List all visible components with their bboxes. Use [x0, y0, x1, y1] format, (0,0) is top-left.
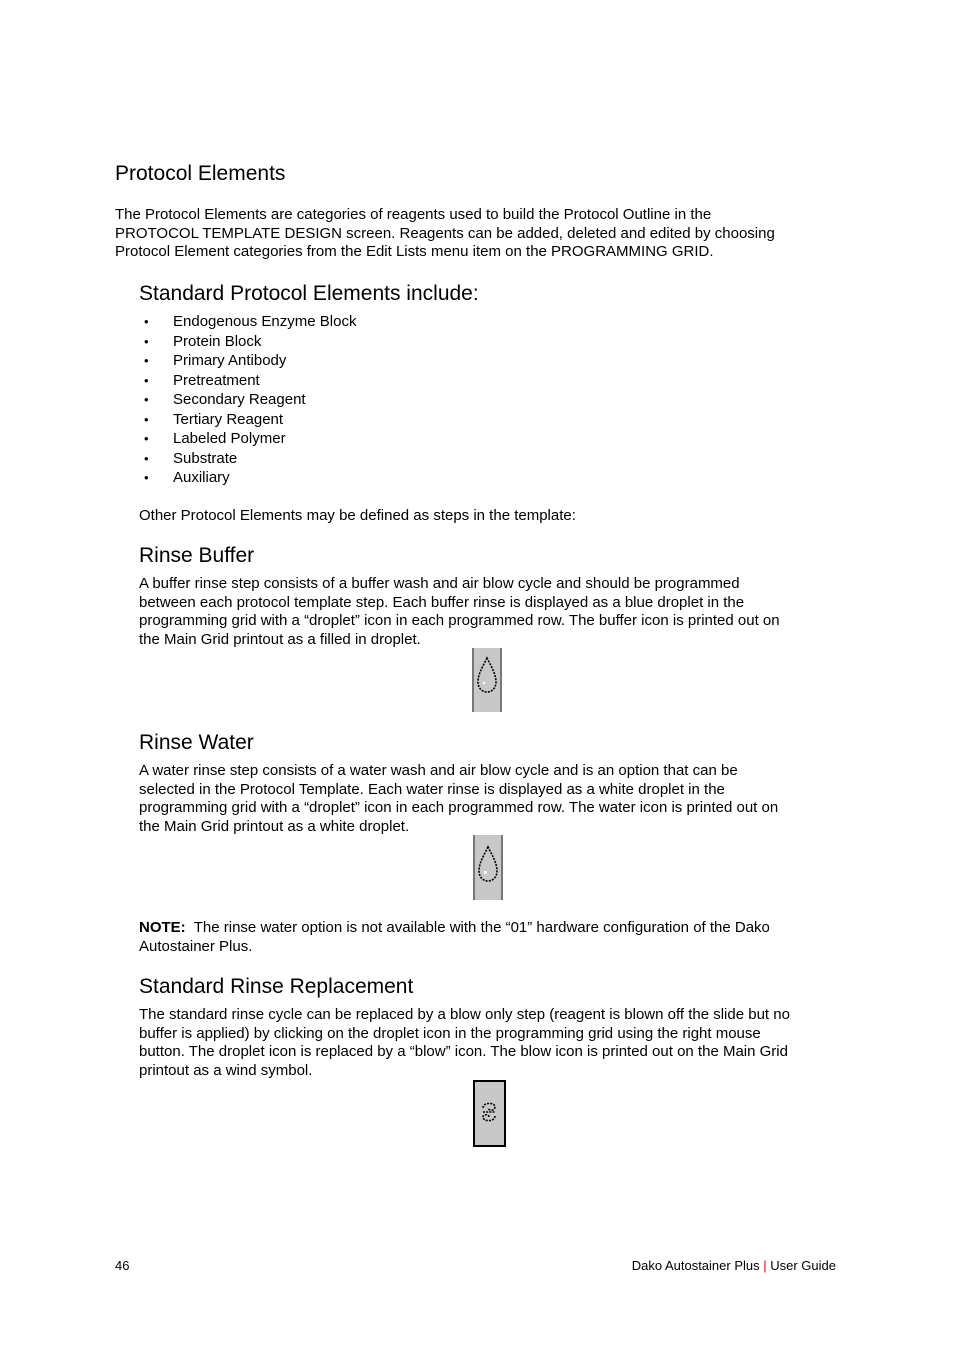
- page-title: Protocol Elements: [115, 162, 286, 185]
- footer-product: Dako Autostainer Plus: [631, 1258, 760, 1273]
- list-item: • Protein Block: [140, 332, 356, 352]
- paragraph-line: The standard rinse cycle can be replaced by a blow only step (reagent is blown off the slide but no: [139, 1006, 790, 1023]
- paragraph-line: programming grid with a “droplet” icon in each programmed row. The water icon is printed out on: [139, 799, 779, 816]
- paragraph-line: A water rinse step consists of a water wash and air blow cycle and is an option that can be: [139, 762, 738, 779]
- blow-icon-frame: [473, 1080, 506, 1147]
- rinse-water-icon-frame: [473, 835, 503, 900]
- rinse-water-paragraph: [139, 762, 778, 836]
- paragraph-line: printout as a wind symbol.: [139, 1061, 313, 1079]
- rinse-water-heading: Rinse Water: [139, 731, 254, 754]
- paragraph-line: the Main Grid printout as a white droplet.: [139, 817, 410, 835]
- list-item: • Endogenous Enzyme Block: [140, 312, 356, 332]
- wind-icon: [475, 1082, 504, 1145]
- list-item: • Tertiary Reagent: [140, 410, 356, 430]
- replacement-paragraph: [139, 1006, 790, 1080]
- paragraph-line: selected in the Protocol Template. Each water rinse is displayed as a white droplet in the: [139, 780, 725, 798]
- paragraph-line: between each protocol template step. Each buffer rinse is displayed as a blue droplet in the: [139, 593, 745, 611]
- paragraph-line: button. The droplet icon is replaced by a “blow” icon. The blow icon is printed out on the Main Grid: [139, 1043, 788, 1060]
- footer-title: [632, 1258, 836, 1273]
- intro-paragraph: [115, 206, 775, 262]
- paragraph-line: A buffer rinse step consists of a buffer wash and air blow cycle and should be programmed: [139, 575, 740, 592]
- droplet-icon: [475, 835, 501, 896]
- intro-line: Protocol Element categories from the Edit Lists menu item on the PROGRAMMING GRID.: [115, 243, 714, 260]
- note-paragraph: [139, 919, 770, 956]
- paragraph-line: the Main Grid printout as a filled in droplet.: [139, 630, 421, 648]
- other-elements-text: Other Protocol Elements may be defined as steps in the template:: [139, 507, 576, 524]
- list-item: • Primary Antibody: [140, 351, 356, 371]
- page-number: 46: [115, 1258, 130, 1273]
- paragraph-line: buffer is applied) by clicking on the droplet icon in the programming grid using the right mouse: [139, 1024, 761, 1042]
- note-text: Autostainer Plus.: [139, 937, 253, 955]
- note-label: NOTE:: [139, 919, 186, 936]
- paragraph-line: programming grid with a “droplet” icon in each programmed row. The buffer icon is printed out on: [139, 612, 780, 629]
- rinse-buffer-icon-frame: [472, 648, 502, 712]
- droplet-icon: [474, 648, 500, 708]
- standard-elements-list: [140, 312, 356, 488]
- list-item: • Pretreatment: [140, 371, 356, 391]
- footer-separator: |: [763, 1258, 767, 1273]
- list-item: • Secondary Reagent: [140, 390, 356, 410]
- intro-line: The Protocol Elements are categories of reagents used to build the Protocol Outline in the: [115, 206, 712, 223]
- note-text: The rinse water option is not available with the “01” hardware configuration of the Dako: [193, 919, 770, 936]
- list-item: • Labeled Polymer: [140, 429, 356, 449]
- standard-elements-heading: Standard Protocol Elements include:: [139, 282, 479, 305]
- standard-rinse-replacement-heading: Standard Rinse Replacement: [139, 975, 414, 998]
- rinse-buffer-paragraph: [139, 575, 780, 649]
- list-item: • Auxiliary: [140, 468, 356, 488]
- intro-line: PROTOCOL TEMPLATE DESIGN screen. Reagents can be added, deleted and edited by choosing: [115, 224, 775, 242]
- footer-guide: User Guide: [770, 1258, 836, 1273]
- list-item: • Substrate: [140, 449, 356, 469]
- rinse-buffer-heading: Rinse Buffer: [139, 544, 255, 567]
